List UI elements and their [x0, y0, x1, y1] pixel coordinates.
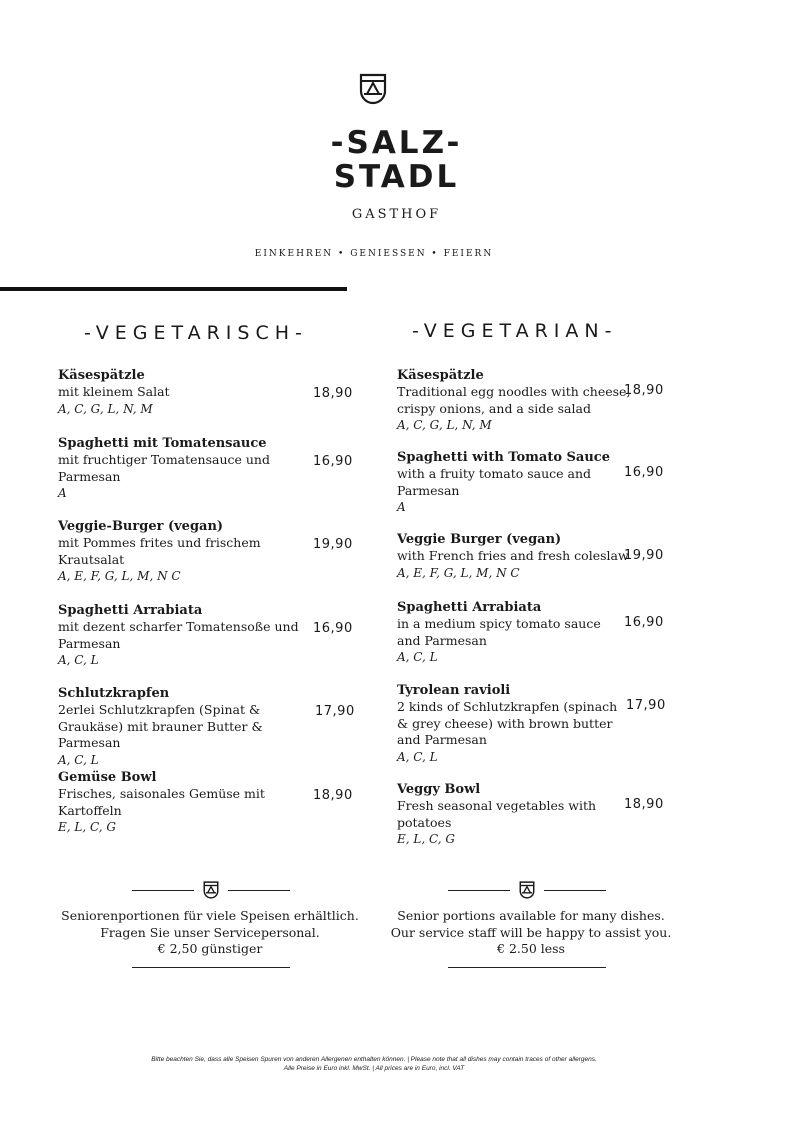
- senior-portions-note: [381, 908, 681, 958]
- dish-name: Spaghetti mit Tomatensauce: [58, 436, 267, 451]
- dish-description: Frisches, saisonales Gemüse mit Kartoffeln: [58, 786, 265, 818]
- senior-portions-note: [60, 908, 360, 958]
- dish-allergens: A, C, L: [397, 749, 438, 764]
- dish-name: Gemüse Bowl: [58, 770, 157, 785]
- dish-allergens: A: [58, 486, 67, 500]
- dish-name: Veggie-Burger (vegan): [58, 519, 224, 534]
- dish-price: 16,90: [624, 465, 664, 480]
- note-divider-right: [544, 890, 606, 891]
- dish-description: Traditional egg noodles with cheese, crispy onions, and a side salad: [397, 384, 631, 416]
- price-disclaimer: Alle Preise in Euro inkl. MwSt. | All prices are in Euro, incl. VAT: [283, 1065, 465, 1072]
- dish-description: with a fruity tomato sauce and Parmesan: [397, 466, 592, 498]
- dish-name: Spaghetti Arrabiata: [58, 603, 203, 618]
- menu-item: [397, 449, 697, 516]
- dish-description: mit dezent scharfer Tomatensoße und Parmesan: [58, 619, 299, 651]
- menu-item: [397, 367, 697, 434]
- brand-subtitle: GASTHOF: [351, 207, 442, 222]
- section-title-english: -VEGETARIAN-: [412, 320, 618, 342]
- note-divider-left: [448, 890, 510, 891]
- dish-price: 19,90: [624, 548, 664, 563]
- dish-allergens: A, E, F, G, L, M, N C: [58, 569, 181, 583]
- dish-price: 18,90: [624, 383, 664, 398]
- dish-allergens: A, E, F, G, L, M, N C: [397, 565, 520, 580]
- note-line: Seniorenportionen für viele Speisen erhältlich.: [61, 908, 359, 923]
- dish-description: mit kleinem Salat: [58, 384, 170, 399]
- note-line: Senior portions available for many dishes.: [397, 908, 665, 923]
- dish-price: 17,90: [315, 704, 355, 719]
- dish-name: Veggy Bowl: [397, 782, 481, 797]
- dish-name: Schlutzkrapfen: [58, 686, 170, 701]
- dish-description: 2erlei Schlutzkrapfen (Spinat & Graukäse) mit brauner Butter & Parmesan: [58, 702, 263, 750]
- tagline: EINKEHREN • GENIESSEN • FEIERN: [254, 249, 494, 259]
- dish-description: with French fries and fresh coleslaw: [397, 548, 629, 563]
- dish-name: Käsespätzle: [397, 368, 484, 383]
- menu-item: [397, 781, 697, 848]
- dish-price: 16,90: [313, 621, 353, 636]
- dish-description: mit fruchtiger Tomatensauce und Parmesan: [58, 452, 270, 484]
- note-line: Our service staff will be happy to assist you.: [390, 924, 672, 940]
- dish-price: 16,90: [313, 454, 353, 469]
- menu-item: [58, 685, 358, 768]
- dish-allergens: A: [397, 500, 406, 514]
- note-line: Fragen Sie unser Servicepersonal.: [100, 924, 320, 940]
- dish-allergens: A, C, L: [58, 653, 99, 667]
- note-line: € 2,50 günstiger: [157, 941, 263, 956]
- dish-allergens: A, C, L: [397, 650, 438, 664]
- dish-price: 17,90: [626, 698, 666, 713]
- dish-description: mit Pommes frites und frischem Krautsalat: [58, 535, 261, 567]
- header-rule: [0, 287, 347, 291]
- dish-allergens: A, C, L: [58, 752, 99, 767]
- note-divider-left: [132, 890, 194, 891]
- dish-name: Veggie Burger (vegan): [397, 532, 562, 547]
- dish-price: 16,90: [624, 615, 664, 630]
- dish-name: Käsespätzle: [58, 368, 145, 383]
- dish-price: 18,90: [313, 788, 353, 803]
- allergen-disclaimer: Bitte beachten Sie, dass alle Speisen Spuren von anderen Allergenen enthalten können. | Please note that all dishes may contain traces of other allergens.: [151, 1056, 597, 1063]
- dish-allergens: A, C, G, L, N, M: [397, 418, 492, 432]
- note-divider-bottom: [448, 967, 606, 968]
- brand-name-line2: STADL: [333, 159, 460, 195]
- dish-name: Spaghetti with Tomato Sauce: [397, 450, 610, 465]
- salzstadl-a-emblem-icon: [203, 881, 219, 899]
- section-title-german: -VEGETARISCH-: [84, 322, 308, 344]
- dish-allergens: E, L, C, G: [397, 832, 455, 846]
- note-divider-bottom: [132, 967, 290, 968]
- brand-name-line1: -SALZ-: [330, 125, 463, 161]
- dish-description: in a medium spicy tomato sauce and Parmesan: [397, 616, 601, 648]
- dish-description: Fresh seasonal vegetables with potatoes: [397, 798, 597, 830]
- dish-price: 19,90: [313, 537, 353, 552]
- dish-description: 2 kinds of Schlutzkrapfen (spinach & grey cheese) with brown butter and Parmesan: [397, 699, 618, 747]
- salzstadl-a-emblem-icon: [519, 881, 535, 899]
- menu-item: [397, 599, 697, 666]
- menu-item: [397, 682, 697, 765]
- dish-price: 18,90: [624, 797, 664, 812]
- dish-price: 18,90: [313, 386, 353, 401]
- note-line: € 2.50 less: [497, 941, 565, 956]
- dish-name: Spaghetti Arrabiata: [397, 600, 542, 615]
- note-divider-right: [228, 890, 290, 891]
- salzstadl-a-emblem-icon: [359, 73, 387, 105]
- dish-allergens: A, C, G, L, N, M: [58, 401, 153, 416]
- dish-allergens: E, L, C, G: [58, 820, 116, 834]
- dish-name: Tyrolean ravioli: [397, 683, 511, 698]
